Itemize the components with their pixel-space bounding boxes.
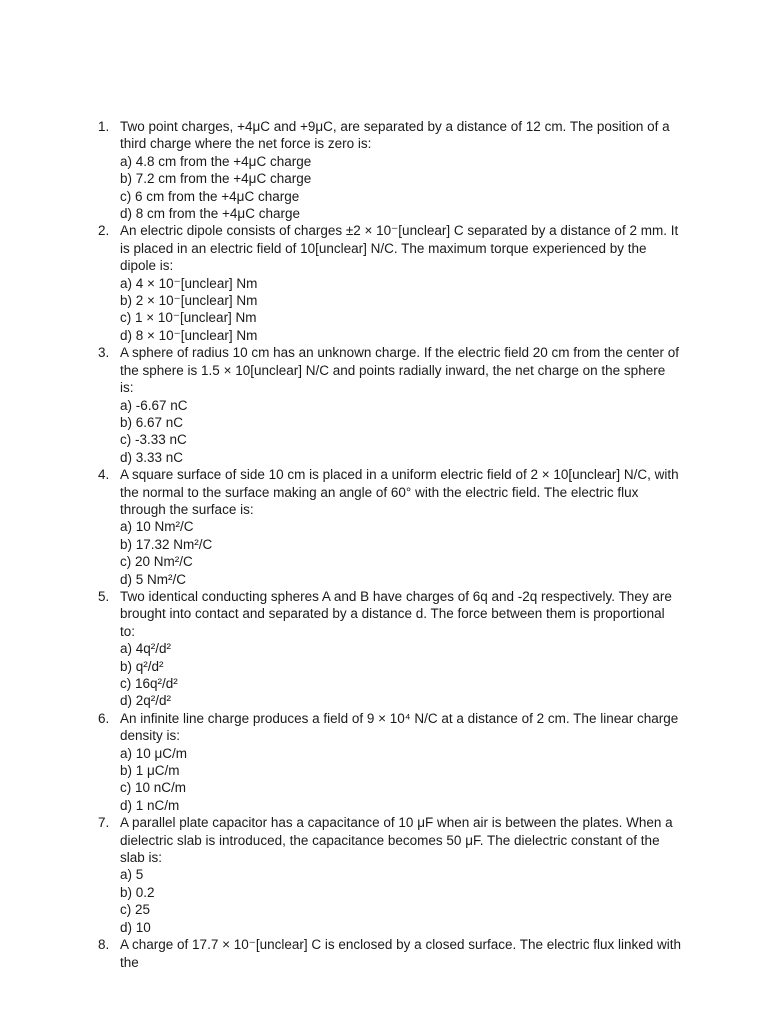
option-a: a) 10 Nm²/C	[120, 519, 194, 535]
question-number: 4.	[98, 467, 110, 483]
option-c: c) 1 × 10⁻[unclear] Nm	[120, 310, 257, 326]
question-number: 1.	[98, 119, 110, 134]
question-6	[92, 710, 682, 814]
option-c: c) 20 Nm²/C	[120, 554, 193, 570]
option-d: d) 3.33 nC	[120, 449, 184, 465]
option-c: c) 25	[120, 902, 151, 918]
question-number: 2.	[98, 223, 110, 239]
option-a: a) 4 × 10⁻[unclear] Nm	[120, 275, 258, 291]
option-d: d) 8 cm from the +4μC charge	[120, 206, 300, 222]
option-list	[120, 397, 682, 467]
option-a: a) 4q²/d²	[120, 641, 172, 657]
question-7	[92, 814, 682, 936]
option-a: a) 10 μC/m	[120, 745, 188, 761]
question-text: An infinite line charge produces a field of 9 × 10⁴ N/C at a distance of 2 cm. The linear charge density is:	[120, 710, 679, 744]
question-5	[92, 588, 682, 710]
question-number: 5.	[98, 588, 110, 604]
question-text: A sphere of radius 10 cm has an unknown charge. If the electric field 20 cm from the center of the sphere is 1.5 × 10[unclear] N/C and points radially inward, the net charge on the sphere is:	[120, 345, 680, 396]
option-b: b) 7.2 cm from the +4μC charge	[120, 171, 312, 187]
option-list	[120, 640, 682, 710]
option-a: a) -6.67 nC	[120, 397, 188, 413]
option-list	[120, 866, 682, 936]
question-text: Two point charges, +4μC and +9μC, are separated by a distance of 12 cm. The position of a third charge where the net force is zero is:	[120, 119, 670, 152]
option-list	[120, 518, 682, 588]
question-number: 7.	[98, 815, 110, 831]
question-text: A charge of 17.7 × 10⁻[unclear] C is enclosed by a closed surface. The electric flux linked with the	[120, 937, 682, 970]
option-b: b) 17.32 Nm²/C	[120, 536, 213, 552]
question-text: An electric dipole consists of charges ±2 × 10⁻[unclear] C separated by a distance of 2 mm. It is placed in an electric field of 10[unclear] N/C. The maximum torque experienced by the dipole is:	[120, 223, 679, 274]
question-text: A square surface of side 10 cm is placed in a uniform electric field of 2 × 10[unclear] N/C, with the normal to the surface making an angle of 60° with the electric field. The electric flux through the surface is:	[120, 467, 679, 517]
question-text: Two identical conducting spheres A and B have charges of 6q and -2q respectively. They are brought into contact and separated by a distance d. The force between them is proportional to:	[120, 588, 672, 639]
question-list	[92, 118, 682, 971]
question-number: 8.	[98, 937, 110, 953]
option-b: b) 0.2	[120, 884, 155, 900]
question-number: 6.	[98, 710, 110, 726]
question-number: 3.	[98, 345, 110, 361]
option-b: b) 1 μC/m	[120, 763, 180, 779]
option-a: a) 4.8 cm from the +4μC charge	[120, 153, 312, 169]
option-d: d) 10	[120, 919, 151, 935]
option-list	[120, 275, 682, 345]
option-list	[120, 745, 682, 815]
option-list	[120, 153, 682, 223]
option-d: d) 8 × 10⁻[unclear] Nm	[120, 327, 258, 343]
option-c: c) -3.33 nC	[120, 432, 187, 448]
option-b: b) q²/d²	[120, 658, 164, 674]
option-c: c) 10 nC/m	[120, 780, 187, 796]
option-b: b) 2 × 10⁻[unclear] Nm	[120, 293, 258, 309]
question-8	[92, 936, 682, 971]
question-2	[92, 222, 682, 344]
option-b: b) 6.67 nC	[120, 414, 184, 430]
question-3	[92, 344, 682, 466]
option-d: d) 1 nC/m	[120, 797, 180, 813]
option-a: a) 5	[120, 867, 144, 883]
option-c: c) 6 cm from the +4μC charge	[120, 188, 300, 204]
option-c: c) 16q²/d²	[120, 676, 178, 691]
option-d: d) 5 Nm²/C	[120, 571, 187, 587]
question-text: A parallel plate capacitor has a capacitance of 10 μF when air is between the plates. When a dielectric slab is introduced, the capacitance becomes 50 μF. The dielectric constant of the slab is:	[120, 815, 673, 866]
question-4	[92, 466, 682, 588]
question-1	[92, 118, 682, 222]
option-d: d) 2q²/d²	[120, 693, 172, 709]
